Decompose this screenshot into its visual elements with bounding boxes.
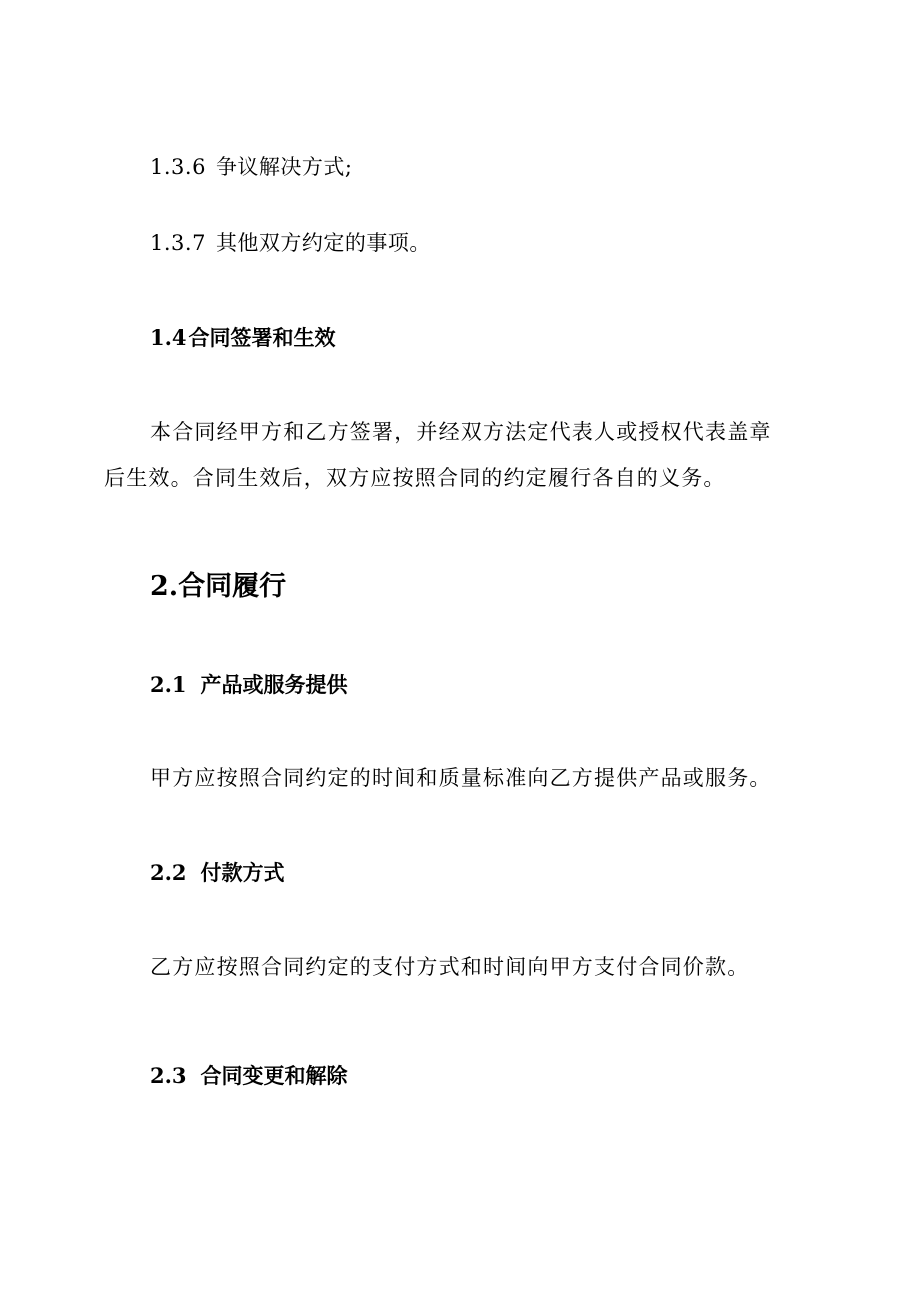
section-number: 2.1 [150, 672, 187, 697]
section-heading-2-1 [150, 674, 348, 696]
section-number: 2.2 [150, 860, 187, 885]
section-number: 1.4 [150, 325, 187, 350]
paragraph-line: 后生效。合同生效后，双方应按照合同的约定履行各自的义务。 [104, 466, 726, 490]
section-title: 付款方式 [200, 861, 285, 885]
list-item-number: 1.3.7 [150, 231, 206, 255]
paragraph: 甲方应按照合同约定的时间和质量标准向乙方提供产品或服务。 [150, 766, 772, 790]
chapter-number: 2. [150, 571, 179, 602]
section-heading-2-2 [150, 862, 285, 884]
list-item-text: 其他双方约定的事项。 [215, 231, 431, 255]
section-title: 合同变更和解除 [200, 1064, 348, 1088]
paragraph-line: 本合同经甲方和乙方签署，并经双方法定代表人或授权代表盖章 [150, 420, 772, 444]
section-heading-2-3 [150, 1065, 348, 1087]
chapter-title: 合同履行 [178, 571, 287, 602]
list-item-number: 1.3.6 [150, 155, 206, 179]
list-item-1-3-7 [150, 233, 431, 254]
list-item-text: 争议解决方式; [215, 155, 353, 179]
paragraph: 乙方应按照合同约定的支付方式和时间向甲方支付合同价款。 [150, 955, 750, 979]
section-title: 合同签署和生效 [188, 326, 336, 350]
chapter-heading-2 [150, 573, 286, 600]
section-heading-1-4 [150, 327, 336, 349]
section-number: 2.3 [150, 1063, 187, 1088]
list-item-1-3-6 [150, 157, 353, 178]
section-title: 产品或服务提供 [200, 673, 348, 697]
